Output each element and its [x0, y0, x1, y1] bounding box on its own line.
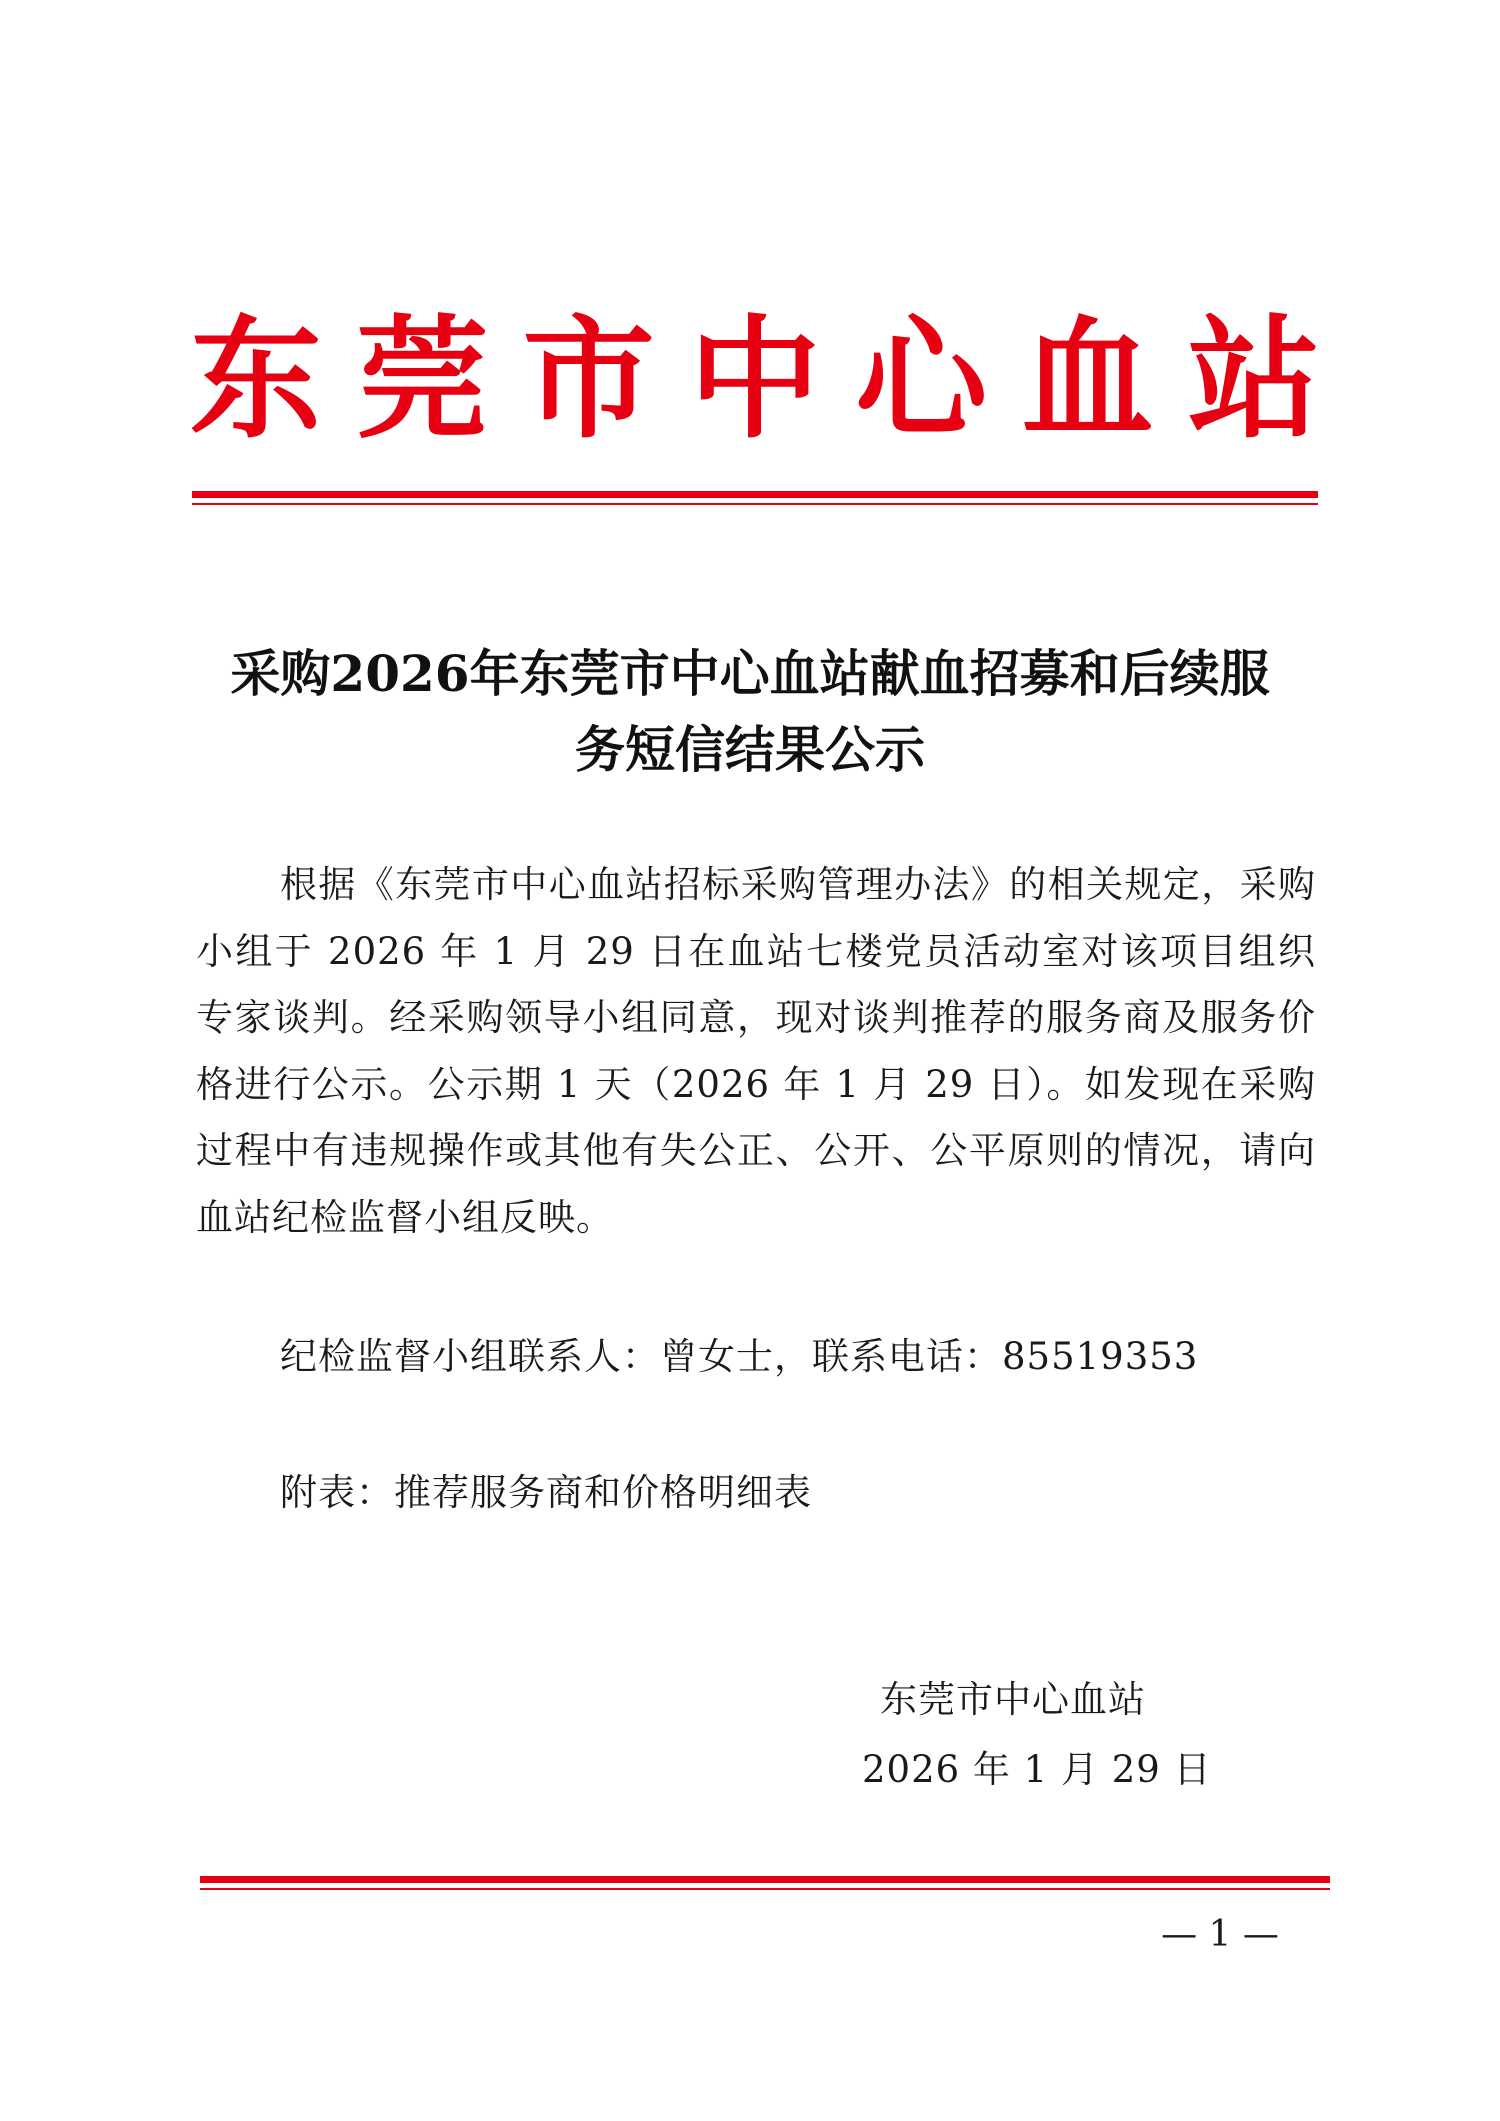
masthead-char: 血	[1021, 302, 1154, 457]
body-paragraph: 根据《东莞市中心血站招标采购管理办法》的相关规定，采购小组于 2026 年 1 月 29 日在血站七楼党员活动室对该项目组织专家谈判。经采购领导小组同意，现对谈判推荐的服务商及服务价格进行公示。公示期 1 天（2026 年 1 月 29 日）。如发现在采购过程中有违规操作或其他有失公正、公开、公平原则的情况，请向血站纪检监督小组反映。	[196, 863, 1316, 1239]
attachment-note: 附表：推荐服务商和价格明细表	[280, 1471, 812, 1514]
footer-divider	[200, 1876, 1330, 1890]
masthead-char: 心	[855, 302, 988, 457]
page-number: — 1 —	[1161, 1914, 1279, 1955]
masthead-char: 东	[190, 302, 322, 457]
masthead-char: 中	[688, 302, 821, 457]
masthead-divider	[192, 491, 1318, 505]
masthead-char: 市	[522, 302, 655, 457]
signature-organization: 东莞市中心血站	[880, 1678, 1146, 1721]
masthead-char: 莞	[356, 302, 489, 457]
masthead-title	[190, 300, 1320, 460]
signature-date: 2026 年 1 月 29 日	[862, 1748, 1212, 1791]
document-title	[150, 636, 1350, 788]
document-title-line-2: 务短信结果公示	[575, 720, 925, 779]
contact-info: 纪检监督小组联系人：曾女士，联系电话：85519353	[280, 1335, 1199, 1378]
document-title-line-1: 采购2026年东莞市中心血站献血招募和后续服	[230, 644, 1270, 703]
masthead-char: 站	[1187, 302, 1320, 457]
